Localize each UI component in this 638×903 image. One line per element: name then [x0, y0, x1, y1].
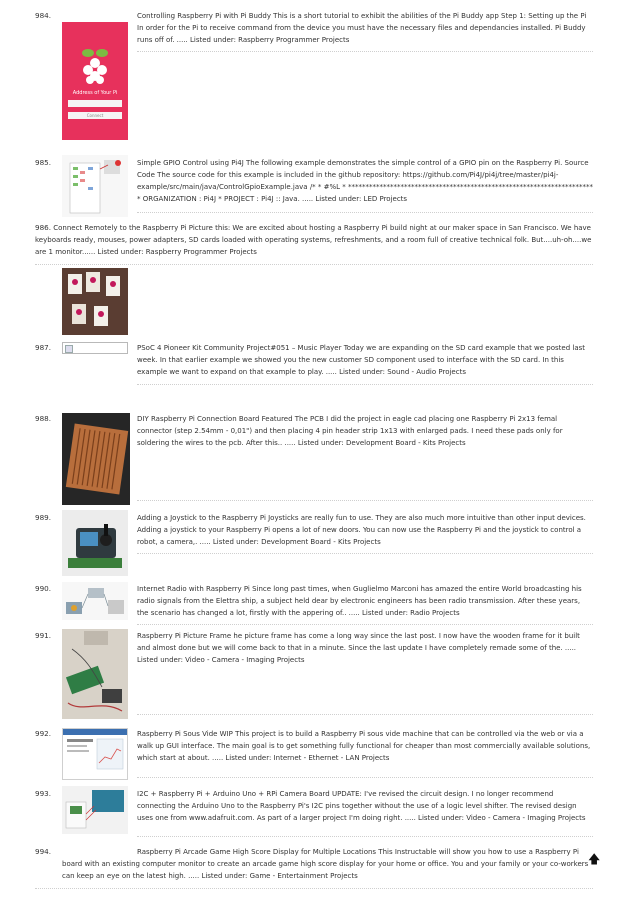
entry-number: 988. [35, 414, 52, 423]
entry-description: Connect Remotely to the Raspberry Pi Picture this: We are excited about hosting a Raspberry Pi build night at our maker space in San Francisco. We have keyboards ready, mouses, power adapters, SD cards loaded with operating systems, refreshments, and a room full of creative technical folk. But....uh-oh....we are 1 monitor...... Listed under: Raspberry Programmer Projects [35, 224, 592, 256]
entry-thumbnail[interactable] [62, 268, 128, 335]
scroll-to-top-icon[interactable]: 🡅 [588, 852, 601, 866]
entry-number: 986. [35, 223, 52, 232]
entry-description: DIY Raspberry Pi Connection Board Featured The PCB I did the project in eagle cad placing one Raspberry Pi 2x13 femal connector (step 2.54mm - 0,01") and then placing 4 pin header strip 1x13 with enlarged pads. I need these pads only for soldering the wires to the pcb. After this.. ..... Listed under: Development Board - Kits Projects [137, 415, 563, 447]
separator [137, 836, 593, 837]
entry-thumbnail[interactable] [62, 582, 128, 620]
entry-number: 989. [35, 513, 52, 522]
thumb-button-label: Connect [86, 113, 104, 118]
entry-thumbnail[interactable] [62, 728, 128, 780]
entry-number: 994. [35, 847, 52, 856]
separator [137, 500, 593, 501]
separator [137, 51, 593, 52]
thumb-caption: Address of Your Pi [72, 90, 118, 96]
entry-thumbnail[interactable] [62, 22, 128, 140]
entry-number: 991. [35, 631, 52, 640]
entry-thumbnail[interactable] [62, 786, 128, 834]
entry-description: Simple GPIO Control using Pi4J The following example demonstrates the simple control of a GPIO pin on the Raspberry Pi. Source Code The source code for this example is included in the github repository: https://github.com/Pi4J/pi4j/tree/master/pi4j-example/src/main/java/ControlGpioExample.java /* * #%L * ********************************************************************** * ORGANIZATION : Pi4J * PROJECT : Pi4J :: Java. ..... Listed under: LED Projects [137, 159, 593, 203]
entry-description: I2C + Raspberry Pi + Arduino Uno + RPi Camera Board UPDATE: I've revised the circuit design. I no longer recommend connecting the Arduino Uno to the Raspberry Pi's I2C pins together without the use of a logic level shifter. The revised design uses one from www.adafruit.com. As part of a larger project I'm doing right. ..... Listed under: Video - Camera - Imaging Projects [137, 790, 586, 822]
entry-number: 985. [35, 158, 52, 167]
separator [137, 624, 593, 625]
entry-number: 984. [35, 11, 52, 20]
broken-image-icon[interactable] [62, 342, 128, 354]
entry-number: 987. [35, 343, 52, 352]
separator [137, 212, 593, 213]
separator [35, 888, 593, 889]
entry-description: Raspberry Pi Arcade Game High Score Display for Multiple Locations This Instructable will show you how to use a Raspberry Pi board with an existing computer monitor to create an arcade game high score display for your home or office. You and your family or your co-workers can keep an eye on the latest high. ..... Listed under: Game - Entertainment Projects [62, 848, 589, 880]
entry-description: Raspberry Pi Sous Vide WIP This project is to build a Raspberry Pi sous vide machine that can be controlled via the web or via a walk up GUI interface. The main goal is to get something fully functional for cheaper than most commercially available solutions, which start at about. ..... Listed under: Internet - Ethernet - LAN Projects [137, 730, 591, 762]
separator [137, 384, 593, 385]
entry-description: Raspberry Pi Picture Frame he picture frame has come a long way since the last post. I now have the wooden frame for it built and almost done but we will come back to that in a minute. Since the last update I have completely remade some of the. ..... Listed under: Video - Camera - Imaging Projects [137, 632, 580, 664]
entry-number: 990. [35, 584, 52, 593]
entry-description: PSoC 4 Pioneer Kit Community Project#051 – Music Player Today we are expanding on the SD card example that we posted last week. In that earlier example we showed you the new customer SD component used to interface with the SD card. In this example we want to expand on that example to play. ..... Listed under: Sound - Audio Projects [137, 344, 586, 376]
separator [137, 714, 593, 715]
separator [35, 264, 593, 265]
entry-description: Controlling Raspberry Pi with Pi Buddy This is a short tutorial to exhibit the abilities of the Pi Buddy app Step 1: Setting up the Pi In order for the Pi to receive command from the device you must have the necessary files and dependancies installed. Pi Buddy runs off of. ..... Listed under: Raspberry Programmer Projects [137, 12, 587, 44]
entry-number: 993. [35, 789, 52, 798]
entry-thumbnail[interactable] [62, 155, 128, 217]
entry-description-row [35, 222, 593, 258]
separator [137, 777, 593, 778]
entry-thumbnail[interactable] [62, 413, 130, 505]
entry-thumbnail[interactable] [62, 629, 128, 719]
separator [137, 553, 593, 554]
entry-description: Adding a Joystick to the Raspberry Pi Joysticks are really fun to use. They are also much more intuitive than other input devices. Adding a joystick to your Raspberry Pi opens a lot of new doors. You can now use the Raspberry Pi and the joystick to control a robot, a camera,. ..... Listed under: Development Board - Kits Projects [137, 514, 586, 546]
entry-description: Internet Radio with Raspberry Pi Since long past times, when Guglielmo Marconi has amazed the entire World broadcasting his radio signals from the Elettra ship, a subject held dear by electronic engineers has been radio transmission. After these years, the scenario has changed a lot, firstly with the appering of.. ..... Listed under: Radio Projects [137, 585, 582, 617]
entry-number: 992. [35, 729, 52, 738]
entry-thumbnail[interactable] [62, 510, 128, 576]
